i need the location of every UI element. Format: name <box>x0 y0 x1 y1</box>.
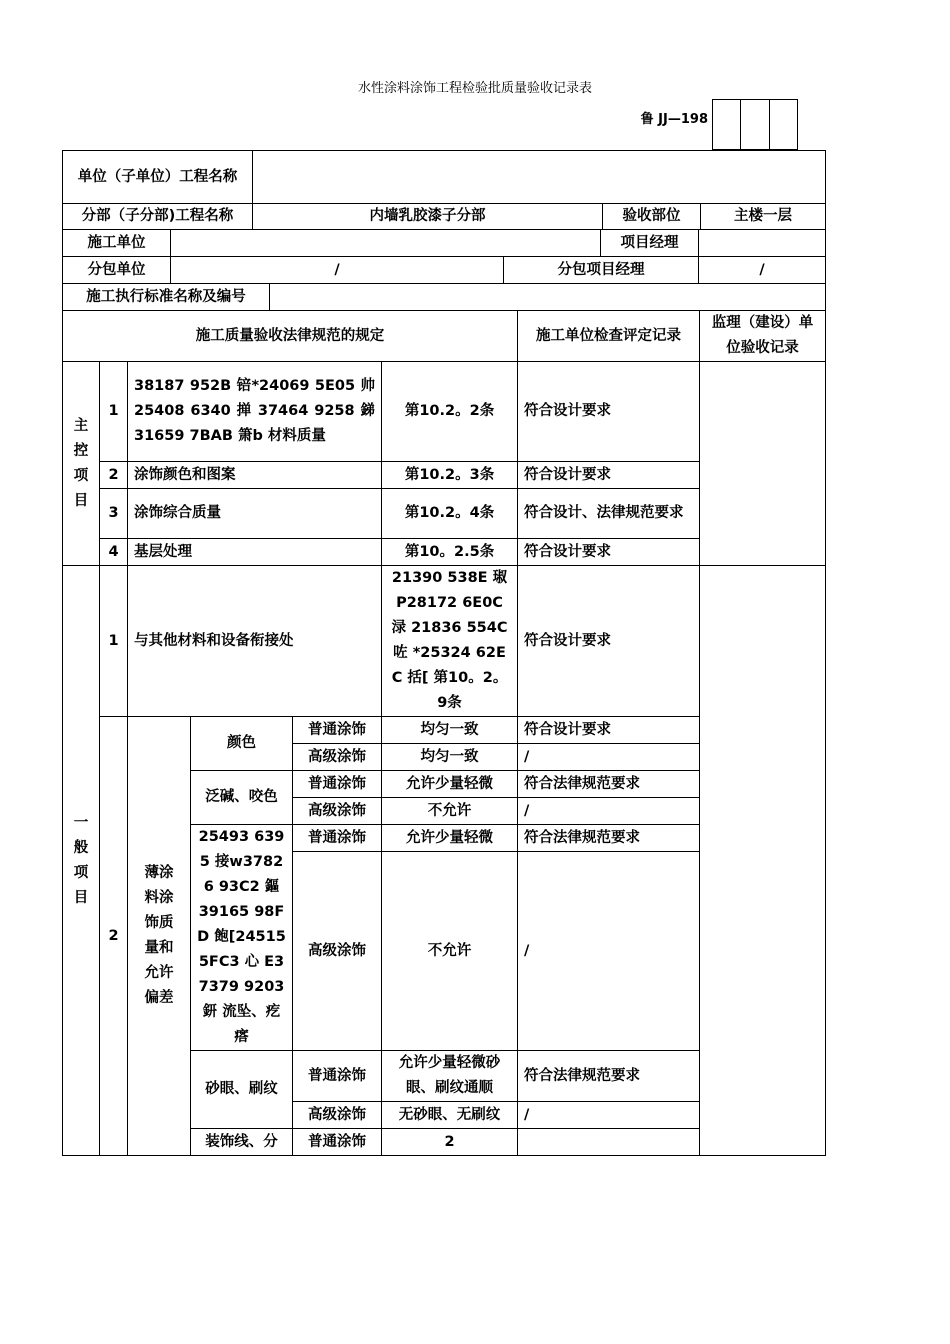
col-spec-header: 施工质量验收法律规范的规定 <box>63 311 518 362</box>
sub-unit-label: 分包单位 <box>63 257 171 284</box>
header-table-2 <box>62 229 826 284</box>
sub-project-label: 分部（子分部)工程名称 <box>63 204 253 230</box>
main-row-record: 符合设计、法律规范要求 <box>518 489 700 539</box>
sub-item-name: 砂眼、刷纹 <box>191 1051 293 1129</box>
main-row-no: 2 <box>100 462 128 489</box>
sub-project-value: 内墙乳胶漆子分部 <box>253 204 603 230</box>
main-row-clause: 第10.2。2条 <box>382 362 518 462</box>
sub-item-level: 高级涂饰 <box>293 852 382 1051</box>
sub-item-req: 不允许 <box>382 798 518 825</box>
project-manager-label: 项目经理 <box>601 230 699 257</box>
main-row-no: 4 <box>100 539 128 566</box>
main-row-no: 1 <box>100 362 128 462</box>
main-row-no: 3 <box>100 489 128 539</box>
inspection-table <box>62 310 826 1156</box>
main-supervisor-cell <box>700 362 826 566</box>
form-code-boxes <box>712 99 798 150</box>
sub-item-req: 均匀一致 <box>382 744 518 771</box>
main-row-record: 符合设计要求 <box>518 539 700 566</box>
code-box <box>713 100 741 150</box>
main-row-item: 涂饰颜色和图案 <box>128 462 382 489</box>
sub-item-req: 无砂眼、无刷纹 <box>382 1102 518 1129</box>
sub-item-record: 符合设计要求 <box>518 717 700 744</box>
unit-project-label: 单位（子单位）工程名称 <box>63 151 253 204</box>
sub-item-level: 高级涂饰 <box>293 1102 382 1129</box>
sub-item-level: 普通涂饰 <box>293 717 382 744</box>
sub-item-req: 2 <box>382 1129 518 1156</box>
project-manager-value <box>699 230 826 257</box>
general-row-record: 符合设计要求 <box>518 566 700 717</box>
general-row-no: 2 <box>100 717 128 1156</box>
sub-item-level: 普通涂饰 <box>293 1051 382 1102</box>
main-row-item: 基层处理 <box>128 539 382 566</box>
main-row-item: 涂饰综合质量 <box>128 489 382 539</box>
main-row-clause: 第10.2。3条 <box>382 462 518 489</box>
code-box <box>741 100 769 150</box>
sub-item-record: / <box>518 744 700 771</box>
main-row-record: 符合设计要求 <box>518 462 700 489</box>
sub-item-name: 25493 6395 接w37826 93C2 鏂 39165 98FD 飽[24515 5FC3 心 E37379 9203 鈃 流坠、疙瘩 <box>191 825 293 1051</box>
sub-item-level: 普通涂饰 <box>293 825 382 852</box>
page-title: 水性涂料涂饰工程检验批质量验收记录表 <box>357 81 592 96</box>
col-supervisor-header: 监理（建设）单位验收记录 <box>700 311 826 362</box>
main-section-label: 主控项目 <box>63 362 100 566</box>
standard-table <box>62 283 826 311</box>
header-table <box>62 150 826 230</box>
sub-item-record: / <box>518 1102 700 1129</box>
code-box <box>769 100 797 150</box>
sub-item-req: 允许少量轻微 <box>382 771 518 798</box>
main-row-item: 38187 952B 锫*24069 5E05 帅 25408 6340 掸 37464 9258 銻 31659 7BAB 箫b 材料质量 <box>128 362 382 462</box>
sub-item-req: 允许少量轻微 <box>382 825 518 852</box>
sub-manager-value: / <box>699 257 826 284</box>
sub-item-name: 泛碱、咬色 <box>191 771 293 825</box>
general-supervisor-cell <box>700 566 826 1156</box>
unit-project-value <box>253 151 826 204</box>
construction-unit-value <box>171 230 601 257</box>
sub-item-name: 装饰线、分 <box>191 1129 293 1156</box>
acceptance-part-value: 主楼一层 <box>701 204 826 230</box>
acceptance-part-label: 验收部位 <box>603 204 701 230</box>
sub-item-record: 符合法律规范要求 <box>518 825 700 852</box>
sub-item-level: 高级涂饰 <box>293 744 382 771</box>
main-row-clause: 第10。2.5条 <box>382 539 518 566</box>
sub-item-record: 符合法律规范要求 <box>518 771 700 798</box>
main-row-record: 符合设计要求 <box>518 362 700 462</box>
sub-item-level: 普通涂饰 <box>293 771 382 798</box>
general-row-clause: 21390 538E 琡 P28172 6E0C 渌 21836 554C 咗 *25324 62EC 括[ 第10。2。9条 <box>382 566 518 717</box>
sub-item-level: 普通涂饰 <box>293 1129 382 1156</box>
sub-manager-label: 分包项目经理 <box>504 257 699 284</box>
sub-item-record <box>518 1129 700 1156</box>
sub-item-req: 允许少量轻微砂眼、刷纹通顺 <box>382 1051 518 1102</box>
sub-item-record: / <box>518 852 700 1051</box>
standard-label: 施工执行标准名称及编号 <box>63 284 270 311</box>
col-check-header: 施工单位检查评定记录 <box>518 311 700 362</box>
sub-item-level: 高级涂饰 <box>293 798 382 825</box>
main-row-clause: 第10.2。4条 <box>382 489 518 539</box>
general-section-label: 一般项目 <box>63 566 100 1156</box>
sub-item-req: 均匀一致 <box>382 717 518 744</box>
form-code: 鲁 JJ—198 <box>640 112 708 127</box>
general-row-item: 与其他材料和设备衔接处 <box>128 566 382 717</box>
sub-item-record: 符合法律规范要求 <box>518 1051 700 1102</box>
sub-item-req: 不允许 <box>382 852 518 1051</box>
sub-item-record: / <box>518 798 700 825</box>
sub-item-name: 颜色 <box>191 717 293 771</box>
sub-unit-value: / <box>171 257 504 284</box>
construction-unit-label: 施工单位 <box>63 230 171 257</box>
thin-coating-group-label: 薄涂料涂饰质量和允许偏差 <box>128 717 191 1156</box>
general-row-no: 1 <box>100 566 128 717</box>
standard-value <box>270 284 826 311</box>
